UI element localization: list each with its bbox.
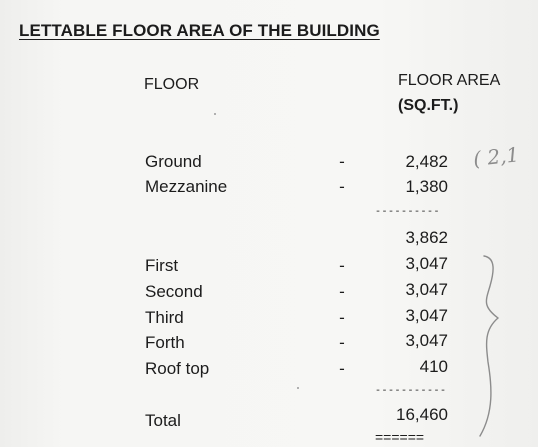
column-header-floor-area: FLOOR AREA <box>398 72 501 89</box>
row-floor-area: 3,047 <box>405 331 448 350</box>
total-double-rule: ====== <box>375 429 425 445</box>
row-floor-name: Mezzanine <box>145 177 228 196</box>
document-title: LETTABLE FLOOR AREA OF THE BUILDING <box>19 21 380 40</box>
row-floor-name: Ground <box>145 152 202 171</box>
row-floor-area: 3,047 <box>405 280 448 299</box>
row-floor-area: 3,047 <box>405 306 448 325</box>
handwritten-note: ( 2,1 <box>472 142 521 171</box>
row-dash: - <box>339 282 345 301</box>
row-floor-name: Third <box>145 308 184 327</box>
total-value: 16,460 <box>396 405 448 424</box>
row-floor-area: 2,482 <box>405 152 448 171</box>
row-floor-name: Second <box>145 282 203 301</box>
row-floor-name: Roof top <box>145 359 210 378</box>
column-header-floor: FLOOR <box>144 76 200 93</box>
row-dash: - <box>339 308 345 327</box>
curly-brace-mark <box>480 256 498 436</box>
row-floor-area: 1,380 <box>405 177 448 196</box>
row-dash: - <box>339 177 345 196</box>
row-floor-name: Forth <box>145 333 185 352</box>
row-floor-name: First <box>145 256 179 275</box>
scan-speck <box>297 387 299 389</box>
row-floor-area: 410 <box>419 357 448 376</box>
subtotal-value: 3,862 <box>405 228 448 247</box>
column-header-unit: (SQ.FT.) <box>398 97 459 114</box>
row-dash: - <box>339 152 345 171</box>
subtotal-separator: ---------- <box>375 207 441 218</box>
row-dash: - <box>339 359 345 378</box>
total-label: Total <box>145 411 181 430</box>
row-dash: - <box>339 256 345 275</box>
row-floor-area: 3,047 <box>405 254 448 273</box>
total-separator: ----------- <box>375 386 447 397</box>
row-dash: - <box>339 333 345 352</box>
scan-speck <box>214 113 216 115</box>
